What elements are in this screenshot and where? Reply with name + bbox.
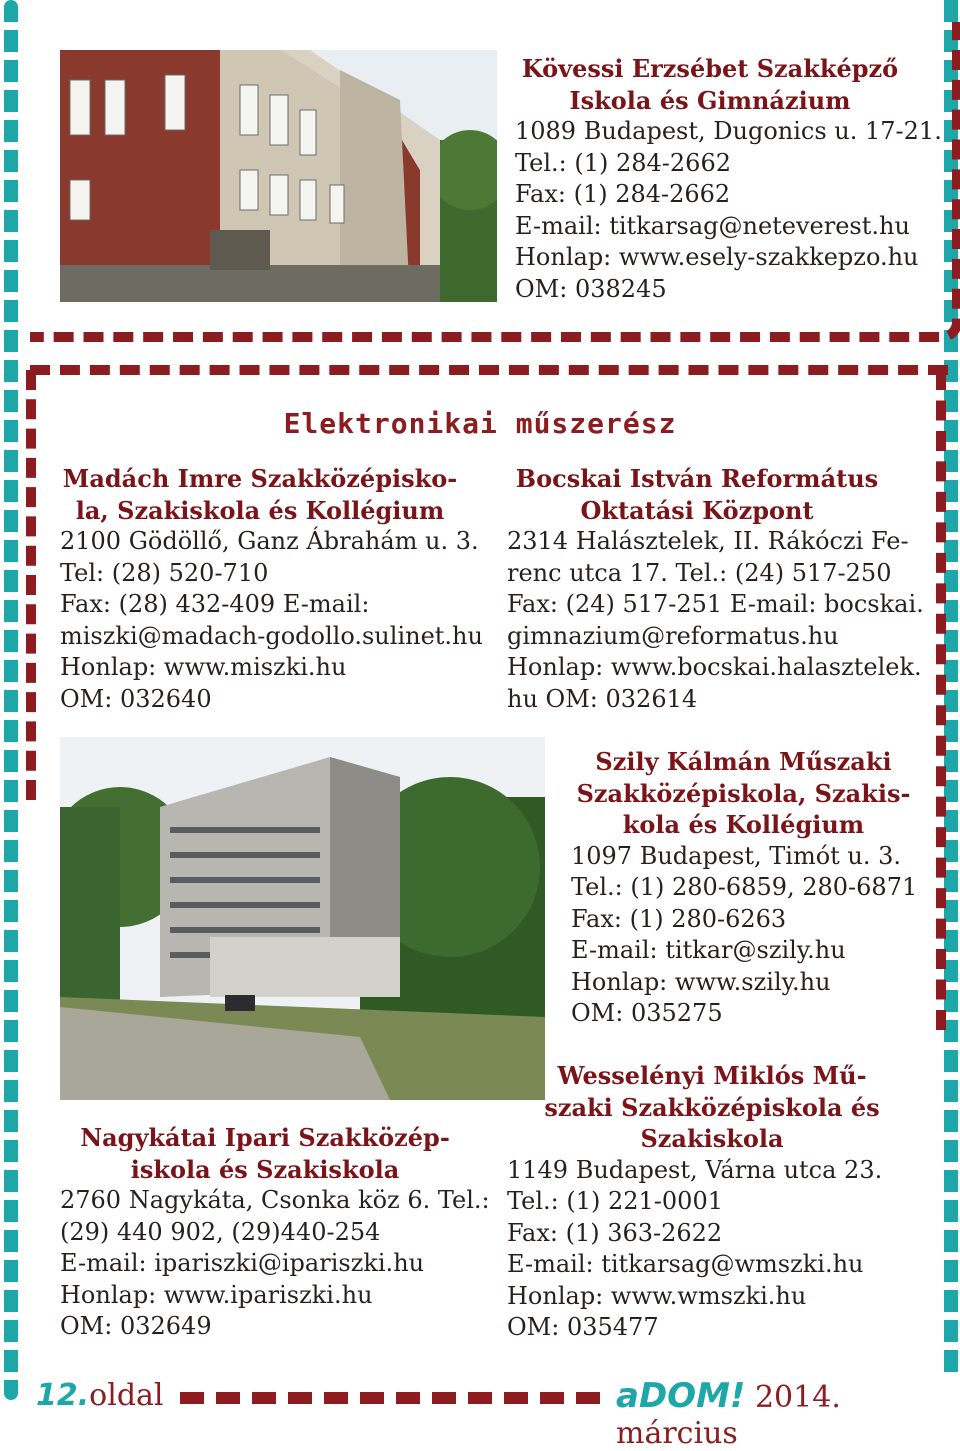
school5-fax: Fax: (1) 363-2622 <box>507 1218 723 1247</box>
page-number <box>36 1378 164 1413</box>
school2-website: Honlap: www.miszki.hu <box>60 653 347 681</box>
school1-info <box>515 53 942 305</box>
school2-info <box>60 463 483 715</box>
school6-om: OM: 032649 <box>60 1312 212 1340</box>
school2-name-2: la, Szakiskola és Kollégium <box>75 495 445 525</box>
school3-website: Honlap: www.bocskai.halasztelek. <box>507 653 922 681</box>
school5-name-2: szaki Szakközépiskola és <box>544 1092 880 1122</box>
school6-name-1: Nagykátai Ipari Szakközép- <box>80 1123 450 1152</box>
school4-info <box>571 746 917 1030</box>
school1-name-2: Iskola és Gimnázium <box>569 85 851 115</box>
school3-address-tel: renc utca 17. Tel.: (24) 517-250 <box>507 558 892 587</box>
school5-email: E-mail: titkarsag@wmszki.hu <box>507 1250 864 1278</box>
left-border-decoration <box>4 0 18 1400</box>
school5-name-3: Szakiskola <box>640 1124 784 1153</box>
school5-tel: Tel.: (1) 221-0001 <box>507 1187 723 1215</box>
school1-name-1: Kövessi Erzsébet Szakképző <box>521 54 899 83</box>
school2-email: miszki@madach-godollo.sulinet.hu <box>60 621 483 650</box>
school4-address: 1097 Budapest, Timót u. 3. <box>571 841 902 870</box>
school2-tel: Tel: (28) 520-710 <box>60 558 269 587</box>
school5-om: OM: 035477 <box>507 1313 659 1341</box>
school6-email: E-mail: ipariszki@ipariszki.hu <box>60 1249 425 1277</box>
school6-address-tel: 2760 Nagykáta, Csonka köz 6. Tel.: <box>60 1186 490 1214</box>
school4-name-1: Szily Kálmán Műszaki <box>595 747 892 776</box>
school-tower-photo <box>60 737 545 1100</box>
footer-divider <box>180 1392 600 1404</box>
school2-address: 2100 Gödöllő, Ganz Ábrahám u. 3. <box>60 527 479 555</box>
school2-fax: Fax: (28) 432-409 E-mail: <box>60 590 370 618</box>
school1-address: 1089 Budapest, Dugonics u. 17-21. <box>515 117 942 145</box>
footer-issue <box>616 1376 960 1451</box>
section-title: Elektronikai műszerész <box>283 407 677 440</box>
school4-tel: Tel.: (1) 280-6859, 280-6871 <box>571 873 918 901</box>
school1-tel: Tel.: (1) 284-2662 <box>515 148 731 177</box>
school-building-photo <box>60 50 497 302</box>
school1-om: OM: 038245 <box>515 274 667 303</box>
school3-address: 2314 Halásztelek, II. Rákóczi Fe- <box>507 527 909 555</box>
school5-website: Honlap: www.wmszki.hu <box>507 1281 807 1310</box>
page-word: oldal <box>89 1378 164 1413</box>
magazine-logo: aDOM! <box>616 1376 746 1416</box>
school3-om: hu OM: 032614 <box>507 684 698 713</box>
school2-om: OM: 032640 <box>60 684 212 713</box>
school6-info <box>60 1122 490 1343</box>
section-frame-right <box>936 370 956 1030</box>
school6-name-2: iskola és Szakiskola <box>130 1154 400 1184</box>
school4-website: Honlap: www.szily.hu <box>571 967 831 996</box>
school4-name-3: kola és Kollégium <box>622 810 865 839</box>
school3-info <box>507 463 924 715</box>
school3-name-1: Bocskai István Református <box>515 464 879 493</box>
school4-om: OM: 035275 <box>571 999 723 1027</box>
school3-email: gimnazium@reformatus.hu <box>507 621 839 650</box>
school6-website: Honlap: www.ipariszki.hu <box>60 1280 373 1309</box>
school1-website: Honlap: www.esely-szakkepzo.hu <box>515 243 919 271</box>
school1-email: E-mail: titkarsag@neteverest.hu <box>515 211 910 240</box>
page-num: 12. <box>36 1378 90 1413</box>
school5-address: 1149 Budapest, Várna utca 23. <box>507 1155 883 1184</box>
issue-date: 2014. március <box>616 1380 841 1451</box>
school4-name-2: Szakközépiskola, Szakis- <box>576 778 911 808</box>
school3-fax-email: Fax: (24) 517-251 E-mail: bocskai. <box>507 590 924 618</box>
school6-tel-numbers: (29) 440 902, (29)440-254 <box>60 1217 381 1246</box>
school1-fax: Fax: (1) 284-2662 <box>515 180 731 208</box>
school5-info <box>507 1060 917 1344</box>
school5-name-1: Wesselényi Miklós Mű- <box>557 1061 867 1090</box>
school4-fax: Fax: (1) 280-6263 <box>571 904 787 933</box>
school2-name-1: Madách Imre Szakközépisko- <box>62 464 458 493</box>
school4-email: E-mail: titkar@szily.hu <box>571 936 846 964</box>
school3-name-2: Oktatási Központ <box>580 495 814 525</box>
